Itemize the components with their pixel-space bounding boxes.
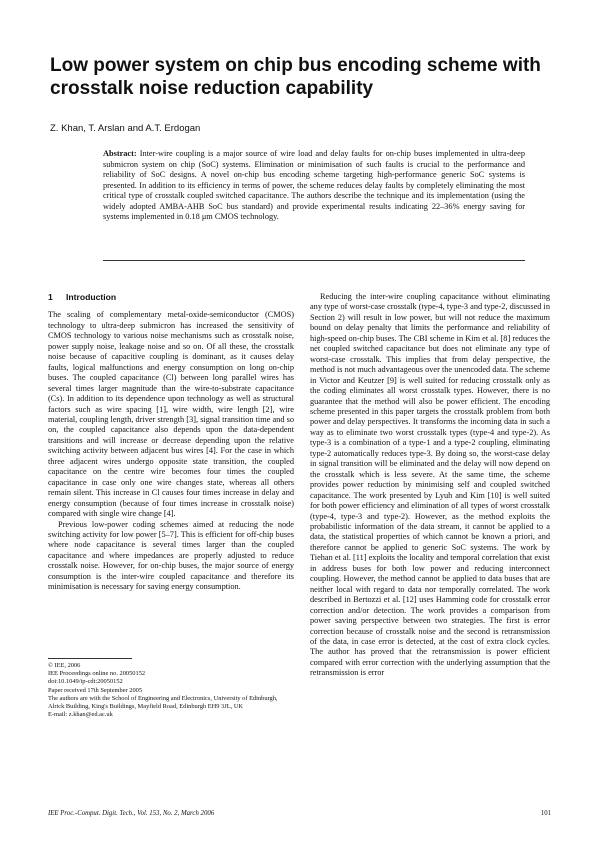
footnote-divider [48, 658, 132, 659]
section-heading [48, 292, 294, 302]
author-list: Z. Khan, T. Arslan and A.T. Erdogan [50, 123, 201, 134]
abstract-text: Inter-wire coupling is a major source of wire load and delay faults for on-chip buses implemented in ultra-deep submicron system on chip (SoC) systems. Elimination or minimisation of such faults is crucial to the performance and reliability of SoC designs. A novel on-chip bus encoding scheme targeting high-performance generic SoC systems is presented. In addition to its efficiency in terms of power, the scheme reduces delay faults by completely eliminating the most critical type of crosstalk coupled switched capacitance. The authors describe the technique and its implementation (using the widely adopted AMBA-AHB SoC bus standard) and provide experimental results indicating 22–36% energy saving for systems implemented in 0.18 μm CMOS technology. [103, 149, 525, 221]
journal-footer: IEE Proc.-Comput. Digit. Tech., Vol. 153, No. 2, March 2006 [48, 810, 215, 817]
online-note: IEE Proceedings online no. 20050152 [48, 670, 146, 678]
left-column [48, 292, 294, 593]
section-title: Introduction [66, 292, 117, 302]
body-paragraph: Previous low-power coding schemes aimed at reducing the node switching activity for low power [5–7]. This is efficient for off-chip buses where node capacitance is several times larger than the coupled capacitance and where impedances are properly adjusted to reduce crosstalk noise. However, for on-chip buses, the major source of energy consumption is the inter-wire coupled capacitance and therefore its minimisation is necessary for saving energy consumption. [48, 519, 294, 592]
footnotes [48, 662, 294, 719]
body-paragraph: Reducing the inter-wire coupling capacitance without eliminating any type of worst-case crosstalk (type-4, type-3 and type-2, discussed in Section 2) will result in low power, but will not reduce the maximum bound on delay penalty that limits the performance and reliability of high-speed on-chip buses. The CBI scheme in Kim et al. [8] reduces the net coupled switched capacitance but does not eliminate any type of worst-case crosstalk. This implies that from delay perspective, the method is not much advantageous over the unencoded data. The scheme in Victor and Keutzer [9] is well suited for reducing crosstalk only as the coding eliminates all worst crosstalk types. However, there is no guarantee that the method will also be power efficient. The encoding scheme presented in this paper targets the crosstalk problem from both power and delay perspectives. It transforms the incoming data in such a way as to eliminate two worst crosstalk types (type-4 and type-2). As type-3 is a combination of a type-1 and a type-2 coupling, eliminating type-2 automatically reduces type-3. By doing so, the worst-case delay in signal transition will be eliminated and the delay will now depend on the crosstalk which is less severe. At the same time, the scheme provides power reduction by minimising self and coupled switched capacitance. The work presented by Lyuh and Kim [10] is well suited for both power efficiency and elimination of all types of worst crosstalk (type-4, type-3 and type-2). However, as the method exploits the probabilistic information of the data stream, it cannot be applied to a data, the statistical properties of which cannot be known a priori, and therefore cannot be applied to generic SoC systems. The work by Tiehan et al. [11] exploits the locality and temporal correlation that exist in address buses for both low power and reducing interconnect coupling. However, the method cannot be applied to data buses that are neither local with regard to data nor temporally correlated. The work described in Bertozzi et al. [12] uses Hamming code for crosstalk error correction and/or detection. The work provides a comparison from power saving perspective between two strategies. The first is error correction because of crosstalk noise and the second is retransmission of the data, in case error is detected, at the cost of extra clock cycles. The author has proved that the retransmission is power efficient compared with error correction with the underlying assumption that the retransmission is error [310, 292, 550, 678]
received-note: Paper received 17th September 2005 [48, 686, 143, 694]
copyright-note: © IEE, 2006 [48, 662, 81, 669]
section-number: 1 [48, 292, 53, 302]
abstract-divider [103, 260, 525, 261]
email-note: E-mail: z.khan@ed.ac.uk [48, 711, 113, 719]
affiliation-note: The authors are with the School of Engineering and Electronics, University of Edinburgh, Alrick Building, King's Buildings, Mayfield Road, Edinburgh EH9 3JL, UK [48, 694, 278, 711]
doi-note: doi:10.1049/ip-cdt:20050152 [48, 678, 123, 686]
page-number: 101 [540, 810, 551, 817]
abstract [103, 149, 525, 223]
right-column [310, 292, 550, 679]
paper-title: Low power system on chip bus encoding scheme with crosstalk noise reduction capability [50, 55, 541, 99]
abstract-label: Abstract: [103, 149, 137, 158]
body-paragraph: The scaling of complementary metal-oxide-semiconductor (CMOS) technology to ultra-deep submicron has increased the sensitivity of CMOS technology to various noise mechanisms such as crosstalk noise, power supply noise, leakage noise and so on. Of all these, the crosstalk noise because of capacitive coupling is dominant, as it causes delay faults, logical malfunctions and energy consumption on long on-chip buses. The coupled capacitance (Cl) between long parallel wires has several times larger magnitude than the wire-to-substrate capacitance (Cs). In addition to its dependence upon technology as well as structural factors such as wire spacing [1], wire width, wire length [2], wire material, coupling length, driver strength [3], signal transition time and so on, the coupled capacitance also depends upon the data-dependent transitions and will increase or decrease depending upon the relative switching activity between adjacent bus wires [4]. For the case in which three adjacent wires undergo opposite state transition, the coupled capacitance on the centre wire becomes four times the coupled capacitance in case only one wire changes state, whereas all others remain silent. This increase in Cl causes four times increase in delay and energy consumption (because of four times increase in crosstalk noise) compared with single wire change [4]. [48, 310, 294, 519]
